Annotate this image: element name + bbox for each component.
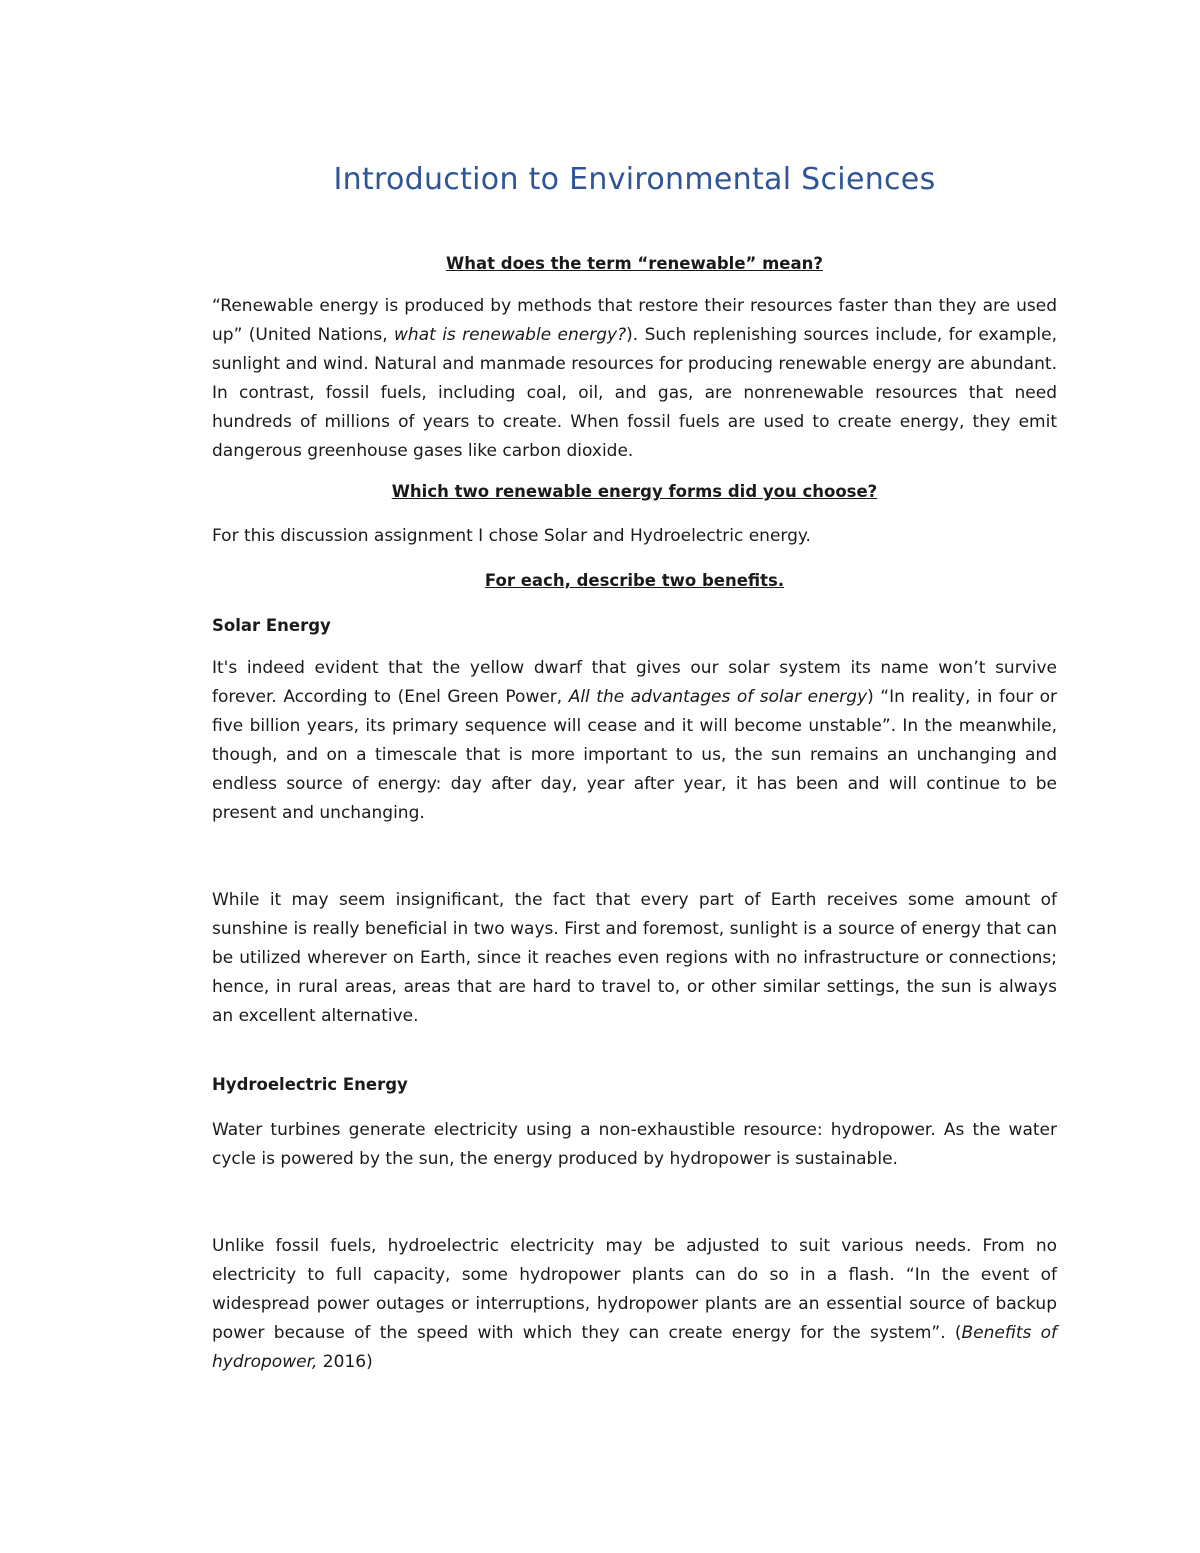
paragraph-hydro-2 xyxy=(212,1232,1057,1377)
paragraph-text: ) “In reality, in four or five billion years, its primary sequence will cease and it will become unstable”. In the meanwhile, though, and on a timescale that is more important to us, the sun remains an unchanging and endless source of energy: day after day, year after year, it has been and will continue to be present and unchanging. xyxy=(212,687,1057,823)
paragraph-text: It's indeed evident that the yellow dwarf that gives our solar system its name won’t survive forever. According to (Enel Green Power, xyxy=(212,658,1057,707)
citation-italic: Benefits of hydropower, xyxy=(212,1323,1058,1372)
question-benefits: For each, describe two benefits. xyxy=(484,571,785,590)
paragraph-chosen-forms: For this discussion assignment I chose Solar and Hydroelectric energy. xyxy=(212,526,811,546)
paragraph-solar-2: While it may seem insignificant, the fact that every part of Earth receives some amount of sunshine is really beneficial in two ways. First and foremost, sunlight is a source of energy that can be utilized wherever on Earth, since it reaches even regions with no infrastructure or connections; hence, in rural areas, areas that are hard to travel to, or other similar settings, the sun is always an excellent alternative. xyxy=(212,890,1057,1026)
question-two-forms: Which two renewable energy forms did you choose? xyxy=(391,482,878,501)
question-renewable-meaning: What does the term “renewable” mean? xyxy=(446,254,823,273)
paragraph-text: 2016) xyxy=(317,1352,373,1372)
heading-solar-energy: Solar Energy xyxy=(212,616,331,635)
paragraph-renewable-definition xyxy=(212,292,1057,466)
document-title: Introduction to Environmental Sciences xyxy=(333,162,936,197)
heading-hydroelectric-energy: Hydroelectric Energy xyxy=(212,1075,408,1094)
citation-italic: what is renewable energy? xyxy=(394,325,627,345)
citation-italic: All the advantages of solar energy xyxy=(568,687,868,707)
paragraph-text: “Renewable energy is produced by methods that restore their resources faster than they are used up” (United Nations, xyxy=(212,296,1057,345)
paragraph-text: Unlike fossil fuels, hydroelectric electricity may be adjusted to suit various needs. From no electricity to full capacity, some hydropower plants can do so in a flash. “In the event of widespread power outages or interruptions, hydropower plants are an essential source of backup power because of the speed with which they can create energy for the system”. ( xyxy=(212,1236,1057,1343)
paragraph-hydro-1: Water turbines generate electricity using a non-exhaustible resource: hydropower. As the water cycle is powered by the sun, the energy produced by hydropower is sustainable. xyxy=(212,1120,1057,1169)
paragraph-solar-1 xyxy=(212,654,1057,828)
paragraph-text: ). Such replenishing sources include, for example, sunlight and wind. Natural and manmade resources for producing renewable energy are abundant. In contrast, fossil fuels, including coal, oil, and gas, are nonrenewable resources that need hundreds of millions of years to create. When fossil fuels are used to create energy, they emit dangerous greenhouse gases like carbon dioxide. xyxy=(212,325,1057,461)
